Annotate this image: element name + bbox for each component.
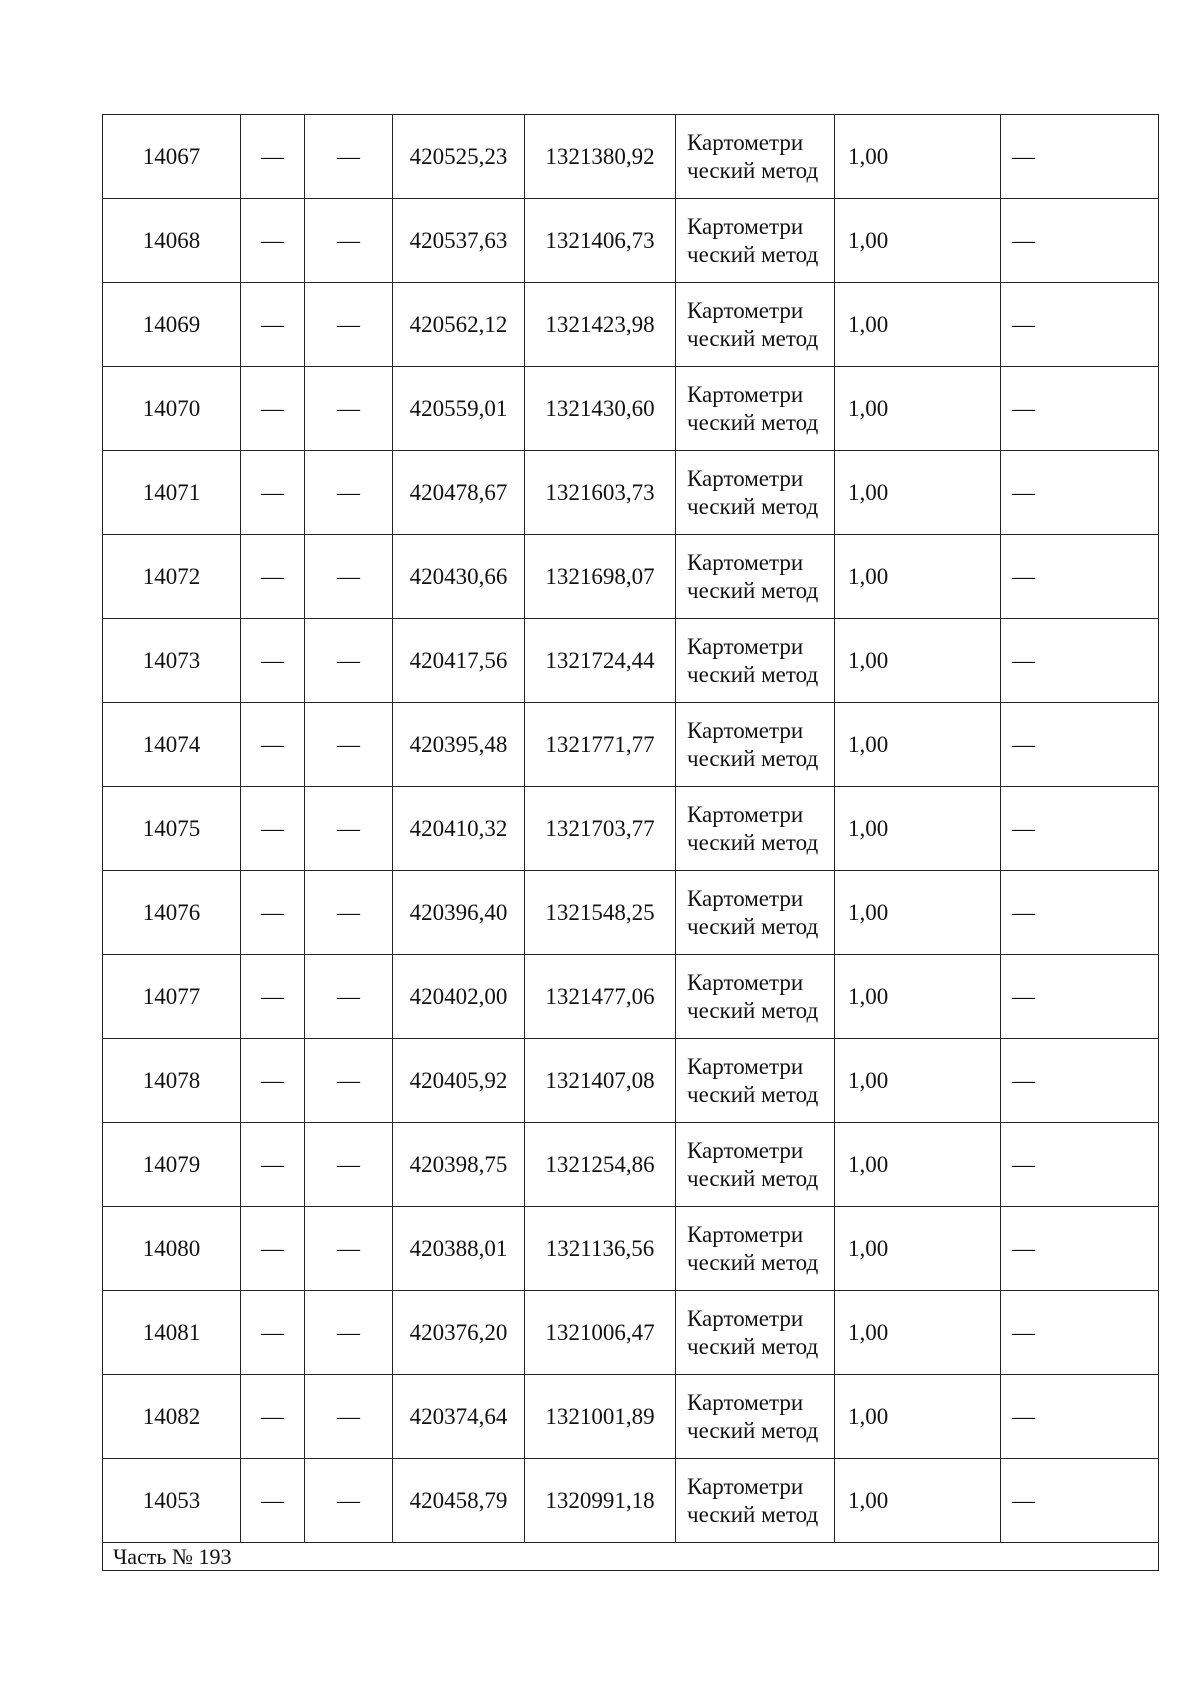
point-id-cell: 14080 (103, 1207, 241, 1291)
empty-col-3-cell: — (305, 1039, 393, 1123)
empty-col-2-cell: — (241, 955, 305, 1039)
table-body (103, 115, 1159, 1571)
y-coordinate-cell: 1321548,25 (525, 871, 676, 955)
point-id-cell: 14053 (103, 1459, 241, 1543)
table-row (103, 199, 1159, 283)
empty-col-3-cell: — (305, 871, 393, 955)
empty-col-8-cell: — (1001, 283, 1159, 367)
accuracy-cell: 1,00 (835, 1375, 1001, 1459)
empty-col-3-cell: — (305, 283, 393, 367)
method-cell: Картометри ческий метод (676, 1039, 835, 1123)
table-row (103, 955, 1159, 1039)
coordinates-table (102, 114, 1159, 1571)
empty-col-3-cell: — (305, 619, 393, 703)
x-coordinate-cell: 420417,56 (393, 619, 525, 703)
y-coordinate-cell: 1321136,56 (525, 1207, 676, 1291)
accuracy-cell: 1,00 (835, 367, 1001, 451)
table-row (103, 1207, 1159, 1291)
y-coordinate-cell: 1321724,44 (525, 619, 676, 703)
empty-col-2-cell: — (241, 1459, 305, 1543)
empty-col-8-cell: — (1001, 1207, 1159, 1291)
table-row (103, 787, 1159, 871)
accuracy-cell: 1,00 (835, 199, 1001, 283)
empty-col-3-cell: — (305, 703, 393, 787)
section-label: Часть № 193 (103, 1543, 1159, 1571)
point-id-cell: 14068 (103, 199, 241, 283)
y-coordinate-cell: 1321603,73 (525, 451, 676, 535)
table-row (103, 871, 1159, 955)
table-row (103, 619, 1159, 703)
accuracy-cell: 1,00 (835, 703, 1001, 787)
point-id-cell: 14071 (103, 451, 241, 535)
y-coordinate-cell: 1321771,77 (525, 703, 676, 787)
empty-col-8-cell: — (1001, 1459, 1159, 1543)
y-coordinate-cell: 1321703,77 (525, 787, 676, 871)
accuracy-cell: 1,00 (835, 1039, 1001, 1123)
x-coordinate-cell: 420410,32 (393, 787, 525, 871)
empty-col-8-cell: — (1001, 619, 1159, 703)
empty-col-8-cell: — (1001, 1375, 1159, 1459)
empty-col-8-cell: — (1001, 1291, 1159, 1375)
table-row (103, 1291, 1159, 1375)
empty-col-2-cell: — (241, 1375, 305, 1459)
x-coordinate-cell: 420525,23 (393, 115, 525, 199)
y-coordinate-cell: 1321380,92 (525, 115, 676, 199)
y-coordinate-cell: 1321477,06 (525, 955, 676, 1039)
method-cell: Картометри ческий метод (676, 1459, 835, 1543)
y-coordinate-cell: 1320991,18 (525, 1459, 676, 1543)
point-id-cell: 14079 (103, 1123, 241, 1207)
x-coordinate-cell: 420559,01 (393, 367, 525, 451)
empty-col-3-cell: — (305, 787, 393, 871)
y-coordinate-cell: 1321406,73 (525, 199, 676, 283)
accuracy-cell: 1,00 (835, 1207, 1001, 1291)
empty-col-3-cell: — (305, 1207, 393, 1291)
x-coordinate-cell: 420398,75 (393, 1123, 525, 1207)
y-coordinate-cell: 1321407,08 (525, 1039, 676, 1123)
table-row (103, 1123, 1159, 1207)
empty-col-3-cell: — (305, 451, 393, 535)
x-coordinate-cell: 420405,92 (393, 1039, 525, 1123)
method-cell: Картометри ческий метод (676, 1375, 835, 1459)
point-id-cell: 14078 (103, 1039, 241, 1123)
x-coordinate-cell: 420430,66 (393, 535, 525, 619)
x-coordinate-cell: 420458,79 (393, 1459, 525, 1543)
section-footer-row (103, 1543, 1159, 1571)
table-row (103, 1375, 1159, 1459)
x-coordinate-cell: 420562,12 (393, 283, 525, 367)
empty-col-3-cell: — (305, 535, 393, 619)
y-coordinate-cell: 1321006,47 (525, 1291, 676, 1375)
point-id-cell: 14077 (103, 955, 241, 1039)
method-cell: Картометри ческий метод (676, 367, 835, 451)
method-cell: Картометри ческий метод (676, 787, 835, 871)
accuracy-cell: 1,00 (835, 1123, 1001, 1207)
empty-col-8-cell: — (1001, 871, 1159, 955)
empty-col-2-cell: — (241, 871, 305, 955)
x-coordinate-cell: 420478,67 (393, 451, 525, 535)
method-cell: Картометри ческий метод (676, 703, 835, 787)
point-id-cell: 14081 (103, 1291, 241, 1375)
accuracy-cell: 1,00 (835, 871, 1001, 955)
accuracy-cell: 1,00 (835, 115, 1001, 199)
empty-col-3-cell: — (305, 367, 393, 451)
point-id-cell: 14067 (103, 115, 241, 199)
x-coordinate-cell: 420388,01 (393, 1207, 525, 1291)
empty-col-3-cell: — (305, 1459, 393, 1543)
point-id-cell: 14070 (103, 367, 241, 451)
accuracy-cell: 1,00 (835, 1459, 1001, 1543)
y-coordinate-cell: 1321254,86 (525, 1123, 676, 1207)
empty-col-3-cell: — (305, 955, 393, 1039)
empty-col-2-cell: — (241, 1039, 305, 1123)
empty-col-8-cell: — (1001, 535, 1159, 619)
y-coordinate-cell: 1321423,98 (525, 283, 676, 367)
empty-col-2-cell: — (241, 619, 305, 703)
method-cell: Картометри ческий метод (676, 619, 835, 703)
empty-col-2-cell: — (241, 115, 305, 199)
accuracy-cell: 1,00 (835, 1291, 1001, 1375)
empty-col-8-cell: — (1001, 955, 1159, 1039)
empty-col-2-cell: — (241, 703, 305, 787)
point-id-cell: 14073 (103, 619, 241, 703)
method-cell: Картометри ческий метод (676, 535, 835, 619)
y-coordinate-cell: 1321698,07 (525, 535, 676, 619)
empty-col-2-cell: — (241, 1291, 305, 1375)
accuracy-cell: 1,00 (835, 619, 1001, 703)
method-cell: Картометри ческий метод (676, 283, 835, 367)
table-row (103, 703, 1159, 787)
table-row (103, 1039, 1159, 1123)
empty-col-8-cell: — (1001, 1123, 1159, 1207)
empty-col-2-cell: — (241, 283, 305, 367)
point-id-cell: 14072 (103, 535, 241, 619)
x-coordinate-cell: 420402,00 (393, 955, 525, 1039)
table-row (103, 367, 1159, 451)
method-cell: Картометри ческий метод (676, 451, 835, 535)
empty-col-8-cell: — (1001, 115, 1159, 199)
table-row (103, 283, 1159, 367)
empty-col-3-cell: — (305, 115, 393, 199)
y-coordinate-cell: 1321430,60 (525, 367, 676, 451)
empty-col-3-cell: — (305, 1375, 393, 1459)
x-coordinate-cell: 420374,64 (393, 1375, 525, 1459)
y-coordinate-cell: 1321001,89 (525, 1375, 676, 1459)
table-row (103, 1459, 1159, 1543)
method-cell: Картометри ческий метод (676, 1123, 835, 1207)
empty-col-3-cell: — (305, 199, 393, 283)
empty-col-2-cell: — (241, 1207, 305, 1291)
x-coordinate-cell: 420537,63 (393, 199, 525, 283)
empty-col-8-cell: — (1001, 451, 1159, 535)
point-id-cell: 14082 (103, 1375, 241, 1459)
point-id-cell: 14069 (103, 283, 241, 367)
table-row (103, 451, 1159, 535)
empty-col-8-cell: — (1001, 367, 1159, 451)
table-row (103, 115, 1159, 199)
empty-col-3-cell: — (305, 1291, 393, 1375)
method-cell: Картометри ческий метод (676, 115, 835, 199)
accuracy-cell: 1,00 (835, 787, 1001, 871)
x-coordinate-cell: 420376,20 (393, 1291, 525, 1375)
method-cell: Картометри ческий метод (676, 955, 835, 1039)
empty-col-2-cell: — (241, 535, 305, 619)
empty-col-2-cell: — (241, 367, 305, 451)
accuracy-cell: 1,00 (835, 451, 1001, 535)
empty-col-8-cell: — (1001, 1039, 1159, 1123)
accuracy-cell: 1,00 (835, 283, 1001, 367)
method-cell: Картометри ческий метод (676, 1207, 835, 1291)
empty-col-2-cell: — (241, 1123, 305, 1207)
accuracy-cell: 1,00 (835, 535, 1001, 619)
empty-col-8-cell: — (1001, 199, 1159, 283)
empty-col-8-cell: — (1001, 703, 1159, 787)
method-cell: Картометри ческий метод (676, 871, 835, 955)
empty-col-2-cell: — (241, 199, 305, 283)
point-id-cell: 14076 (103, 871, 241, 955)
x-coordinate-cell: 420395,48 (393, 703, 525, 787)
x-coordinate-cell: 420396,40 (393, 871, 525, 955)
accuracy-cell: 1,00 (835, 955, 1001, 1039)
empty-col-2-cell: — (241, 787, 305, 871)
empty-col-2-cell: — (241, 451, 305, 535)
table-row (103, 535, 1159, 619)
method-cell: Картометри ческий метод (676, 199, 835, 283)
point-id-cell: 14074 (103, 703, 241, 787)
empty-col-8-cell: — (1001, 787, 1159, 871)
empty-col-3-cell: — (305, 1123, 393, 1207)
point-id-cell: 14075 (103, 787, 241, 871)
method-cell: Картометри ческий метод (676, 1291, 835, 1375)
